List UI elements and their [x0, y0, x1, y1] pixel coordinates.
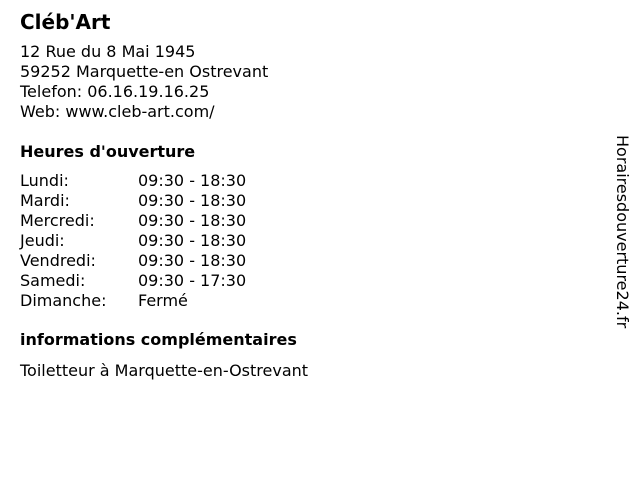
business-name: Cléb'Art	[20, 10, 111, 34]
hours-row	[20, 291, 246, 311]
day-label: Vendredi:	[20, 251, 96, 270]
business-card	[20, 8, 580, 381]
day-label: Mardi:	[20, 191, 70, 210]
site-watermark: Horairesdouverture24.fr	[613, 135, 632, 329]
day-hours: 09:30 - 18:30	[138, 231, 247, 250]
phone-number: Telefon: 06.16.19.16.25	[20, 82, 210, 101]
hours-row	[20, 251, 246, 271]
day-hours: 09:30 - 18:30	[138, 251, 247, 270]
hours-heading: Heures d'ouverture	[20, 142, 196, 161]
day-label: Mercredi:	[20, 211, 95, 230]
address-line-1: 12 Rue du 8 Mai 1945	[20, 42, 196, 61]
hours-row	[20, 191, 246, 211]
hours-row	[20, 271, 246, 291]
day-hours: 09:30 - 18:30	[138, 191, 247, 210]
hours-row	[20, 231, 246, 251]
website: Web: www.cleb-art.com/	[20, 102, 215, 121]
day-label: Lundi:	[20, 171, 69, 190]
day-hours: 09:30 - 17:30	[138, 271, 247, 290]
day-hours: Fermé	[138, 291, 188, 310]
day-label: Dimanche:	[20, 291, 107, 310]
day-hours: 09:30 - 18:30	[138, 211, 247, 230]
hours-row	[20, 171, 246, 191]
extra-info-heading: informations complémentaires	[20, 330, 297, 349]
day-hours: 09:30 - 18:30	[138, 171, 247, 190]
opening-hours-table	[20, 171, 246, 311]
extra-info-text: Toiletteur à Marquette-en-Ostrevant	[20, 361, 309, 380]
day-label: Samedi:	[20, 271, 86, 290]
hours-row	[20, 211, 246, 231]
day-label: Jeudi:	[20, 231, 65, 250]
address-line-2: 59252 Marquette-en Ostrevant	[20, 62, 269, 81]
